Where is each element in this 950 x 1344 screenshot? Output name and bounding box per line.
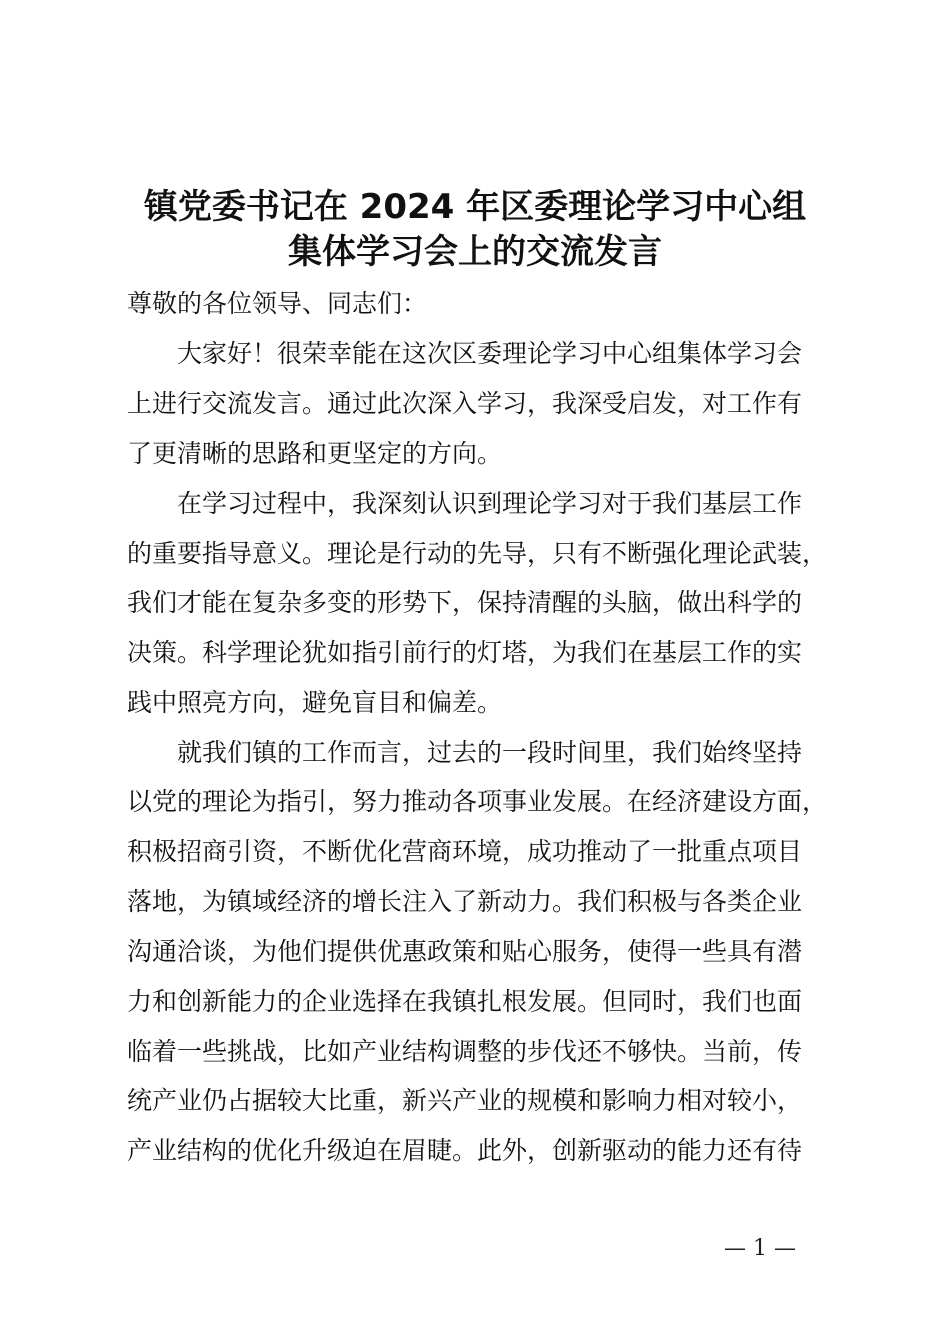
body-text-line: 在学习过程中，我深刻认识到理论学习对于我们基层工作 <box>127 489 803 518</box>
body-text-line: 积极招商引资，不断优化营商环境，成功推动了一批重点项目 <box>127 837 803 866</box>
body-text-line: 大家好！很荣幸能在这次区委理论学习中心组集体学习会 <box>127 339 803 368</box>
body-text-line: 上进行交流发言。通过此次深入学习，我深受启发，对工作有 <box>127 389 803 418</box>
body-text-line: 统产业仍占据较大比重，新兴产业的规模和影响力相对较小， <box>127 1086 803 1115</box>
body-text-line: 决策。科学理论犹如指引前行的灯塔，为我们在基层工作的实 <box>127 638 803 667</box>
salutation-line: 尊敬的各位领导、同志们： <box>127 289 428 318</box>
body-text-line: 践中照亮方向，避免盲目和偏差。 <box>127 688 503 717</box>
body-text-line: 产业结构的优化升级迫在眉睫。此外，创新驱动的能力还有待 <box>127 1136 803 1165</box>
body-text-line: 了更清晰的思路和更坚定的方向。 <box>127 439 503 468</box>
body-text-line: 的重要指导意义。理论是行动的先导，只有不断强化理论武装， <box>127 539 828 568</box>
body-text-line: 临着一些挑战，比如产业结构调整的步伐还不够快。当前，传 <box>127 1037 803 1066</box>
body-text-line: 我们才能在复杂多变的形势下，保持清醒的头脑，做出科学的 <box>127 588 803 617</box>
document-title-line-1: 镇党委书记在 2024 年区委理论学习中心组 <box>143 187 807 227</box>
document-title-line-2: 集体学习会上的交流发言 <box>288 232 662 272</box>
body-text-line: 力和创新能力的企业选择在我镇扎根发展。但同时，我们也面 <box>127 987 803 1016</box>
body-text-line: 以党的理论为指引，努力推动各项事业发展。在经济建设方面， <box>127 787 828 816</box>
body-text-line: 就我们镇的工作而言，过去的一段时间里，我们始终坚持 <box>127 738 803 767</box>
body-text-line: 沟通洽谈，为他们提供优惠政策和贴心服务，使得一些具有潜 <box>127 937 803 966</box>
body-text-line: 落地，为镇域经济的增长注入了新动力。我们积极与各类企业 <box>127 887 803 916</box>
page-number: — 1 — <box>724 1236 796 1261</box>
